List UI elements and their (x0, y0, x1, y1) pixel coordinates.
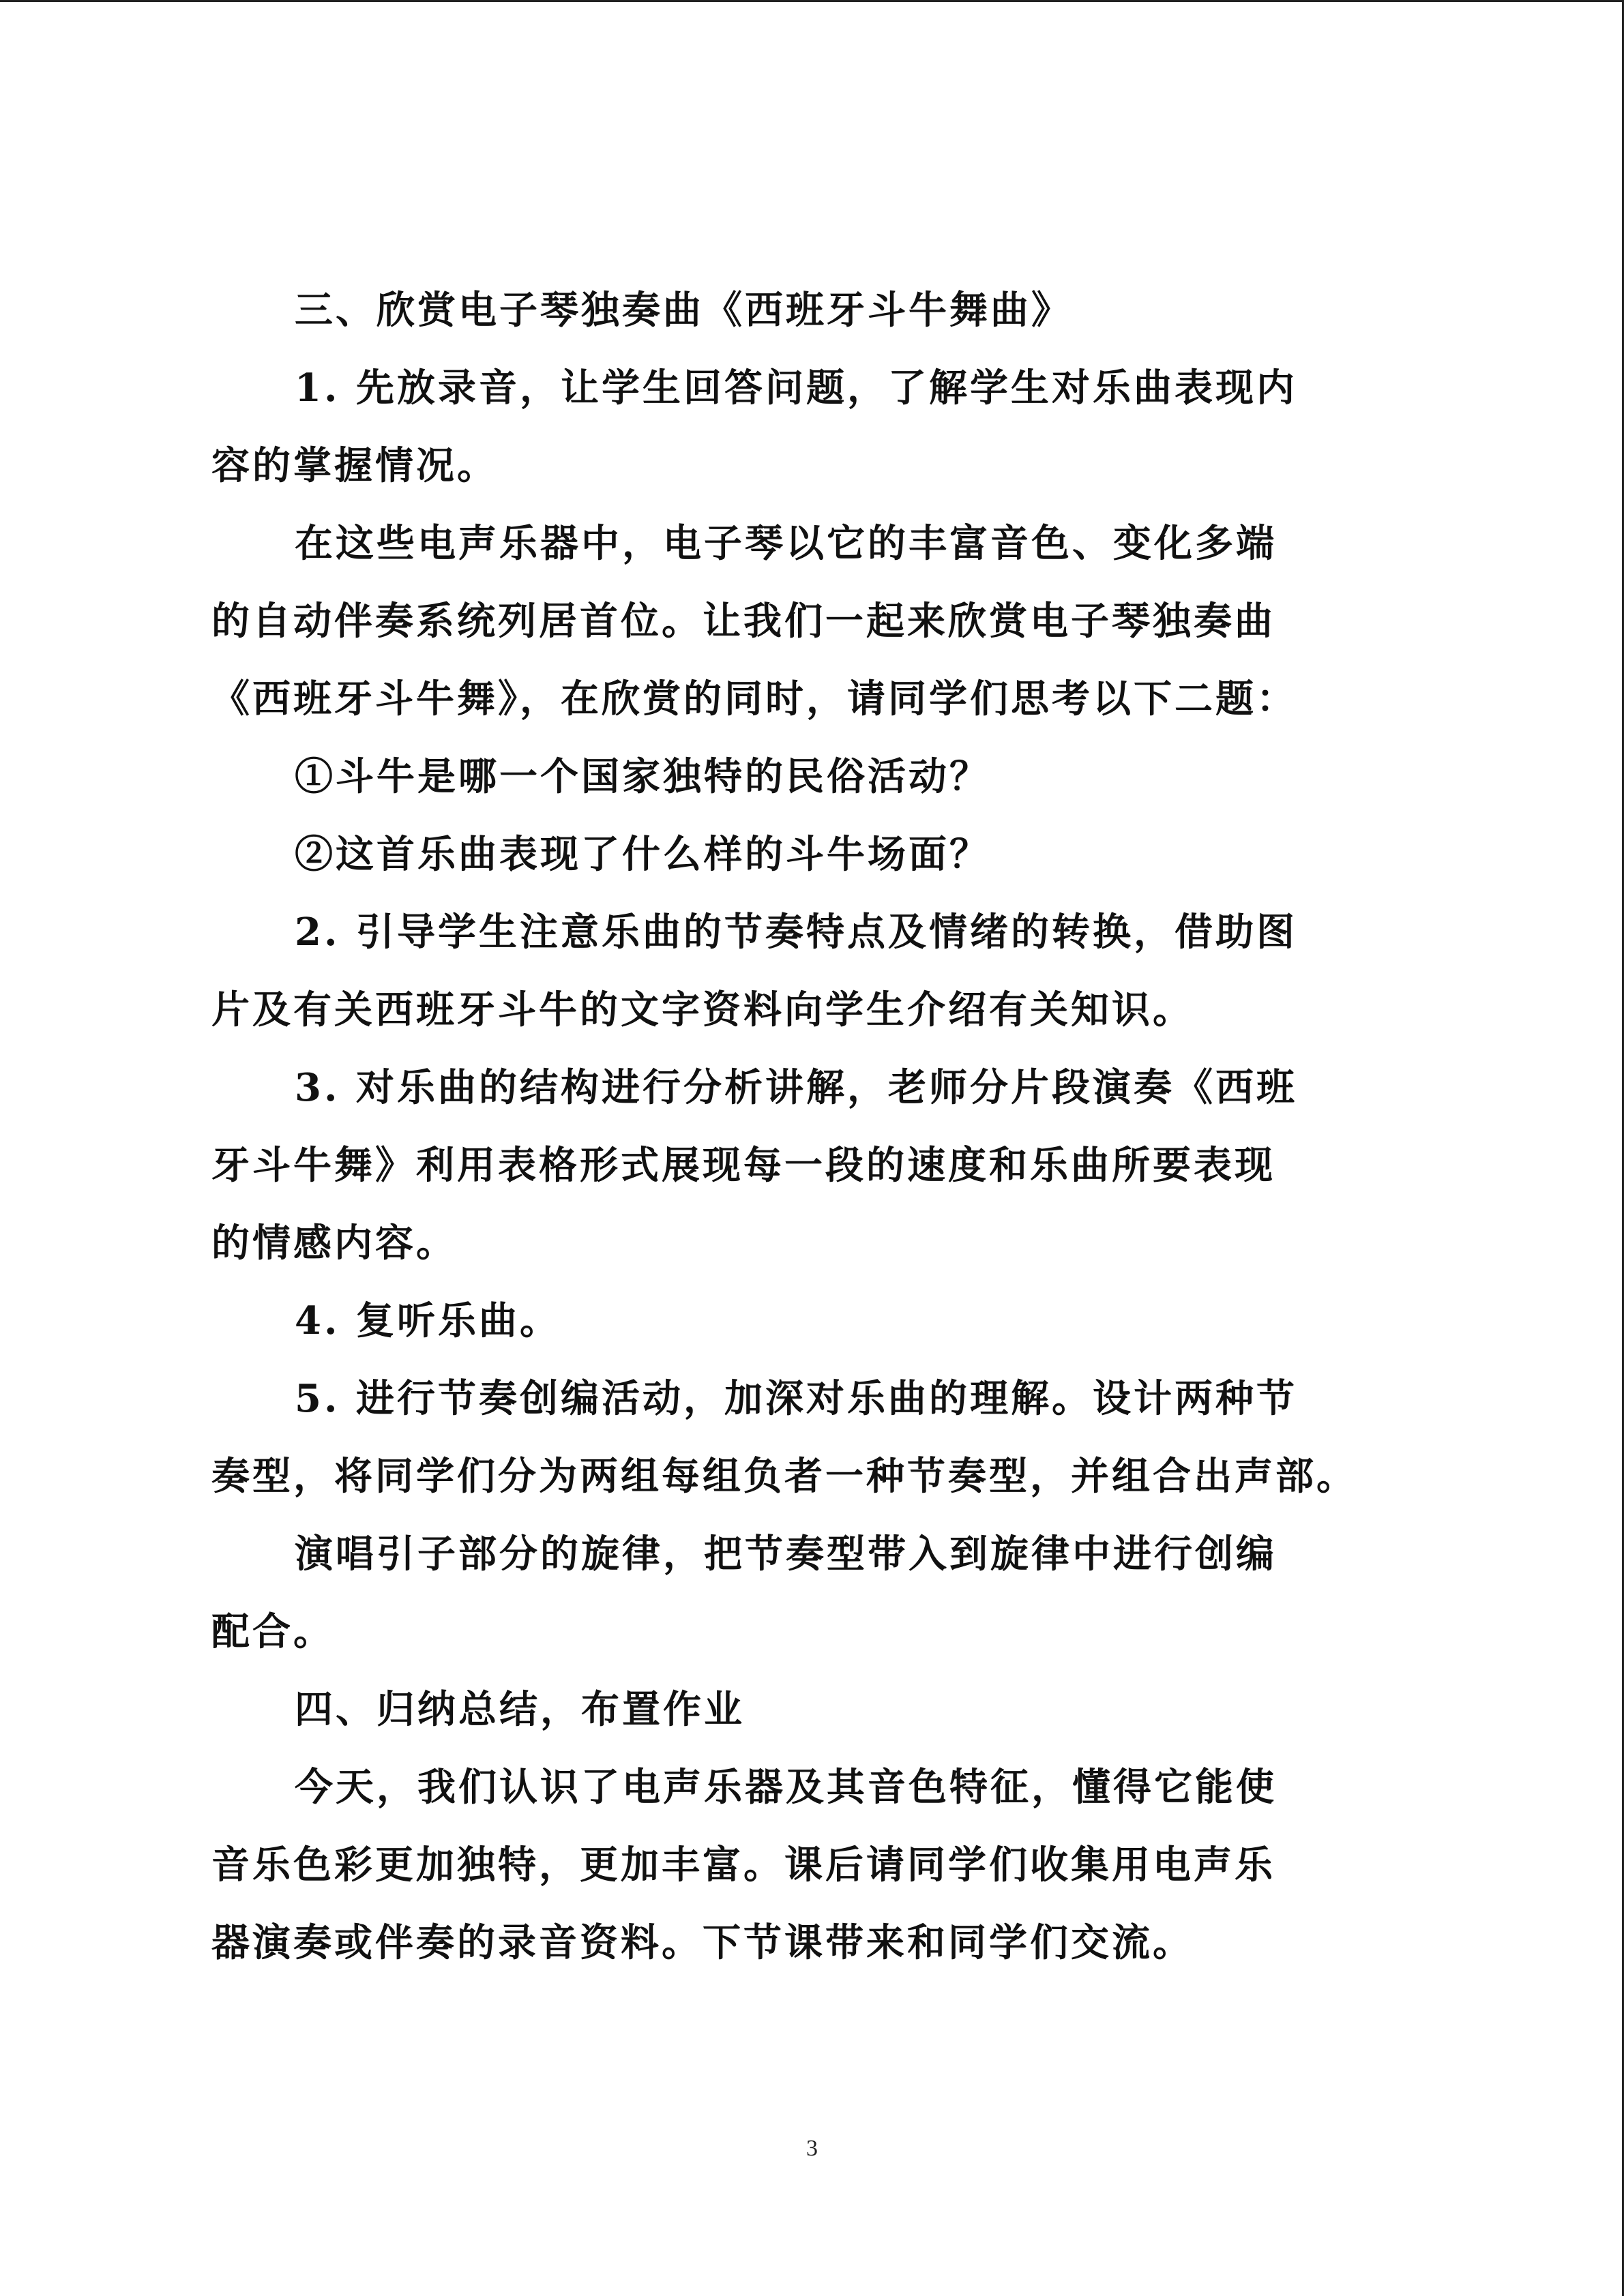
paragraph-line: 今天，我们认识了电声乐器及其音色特征，懂得它能使 (295, 1765, 1277, 1810)
section-heading-3: 三、欣赏电子琴独奏曲《西班牙斗牛舞曲》 (295, 288, 1072, 333)
paragraph-line: 音乐色彩更加独特，更加丰富。课后请同学们收集用电声乐 (211, 1843, 1275, 1888)
paragraph-line: 5. 进行节奏创编活动，加深对乐曲的理解。设计两种节 (295, 1376, 1297, 1421)
paragraph-line: 1. 先放录音，让学生回答问题，了解学生对乐曲表现内 (295, 366, 1297, 411)
paragraph-line: 的自动伴奏系统列居首位。让我们一起来欣赏电子琴独奏曲 (211, 599, 1275, 644)
paragraph-line: 在这些电声乐器中，电子琴以它的丰富音色、变化多端 (295, 521, 1277, 566)
paragraph-line: 的情感内容。 (211, 1221, 457, 1266)
paragraph-line: 片及有关西班牙斗牛的文字资料向学生介绍有关知识。 (211, 987, 1194, 1032)
question-item: ②这首乐曲表现了什么样的斗牛场面？ (295, 832, 990, 877)
paragraph-line: 器演奏或伴奏的录音资料。下节课带来和同学们交流。 (211, 1920, 1194, 1965)
paragraph-line: 容的掌握情况。 (211, 443, 498, 488)
paragraph-line: 3. 对乐曲的结构进行分析讲解，老师分片段演奏《西班 (295, 1065, 1297, 1110)
paragraph-line: 演唱引子部分的旋律，把节奏型带入到旋律中进行创编 (295, 1532, 1277, 1577)
paragraph-line: 2. 引导学生注意乐曲的节奏特点及情绪的转换，借助图 (295, 910, 1297, 955)
paragraph-line: 配合。 (211, 1609, 334, 1654)
paragraph-line: 牙斗牛舞》利用表格形式展现每一段的速度和乐曲所要表现 (211, 1143, 1275, 1188)
section-heading-4: 四、归纳总结，布置作业 (295, 1687, 745, 1732)
paragraph-line: 奏型，将同学们分为两组每组负者一种节奏型，并组合出声部。 (211, 1454, 1357, 1499)
question-item: ①斗牛是哪一个国家独特的民俗活动？ (295, 754, 990, 799)
paragraph-line: 《西班牙斗牛舞》，在欣赏的同时，请同学们思考以下二题： (211, 676, 1297, 721)
page-number: 3 (806, 2136, 818, 2161)
paragraph-line: 4. 复听乐曲。 (295, 1298, 561, 1343)
